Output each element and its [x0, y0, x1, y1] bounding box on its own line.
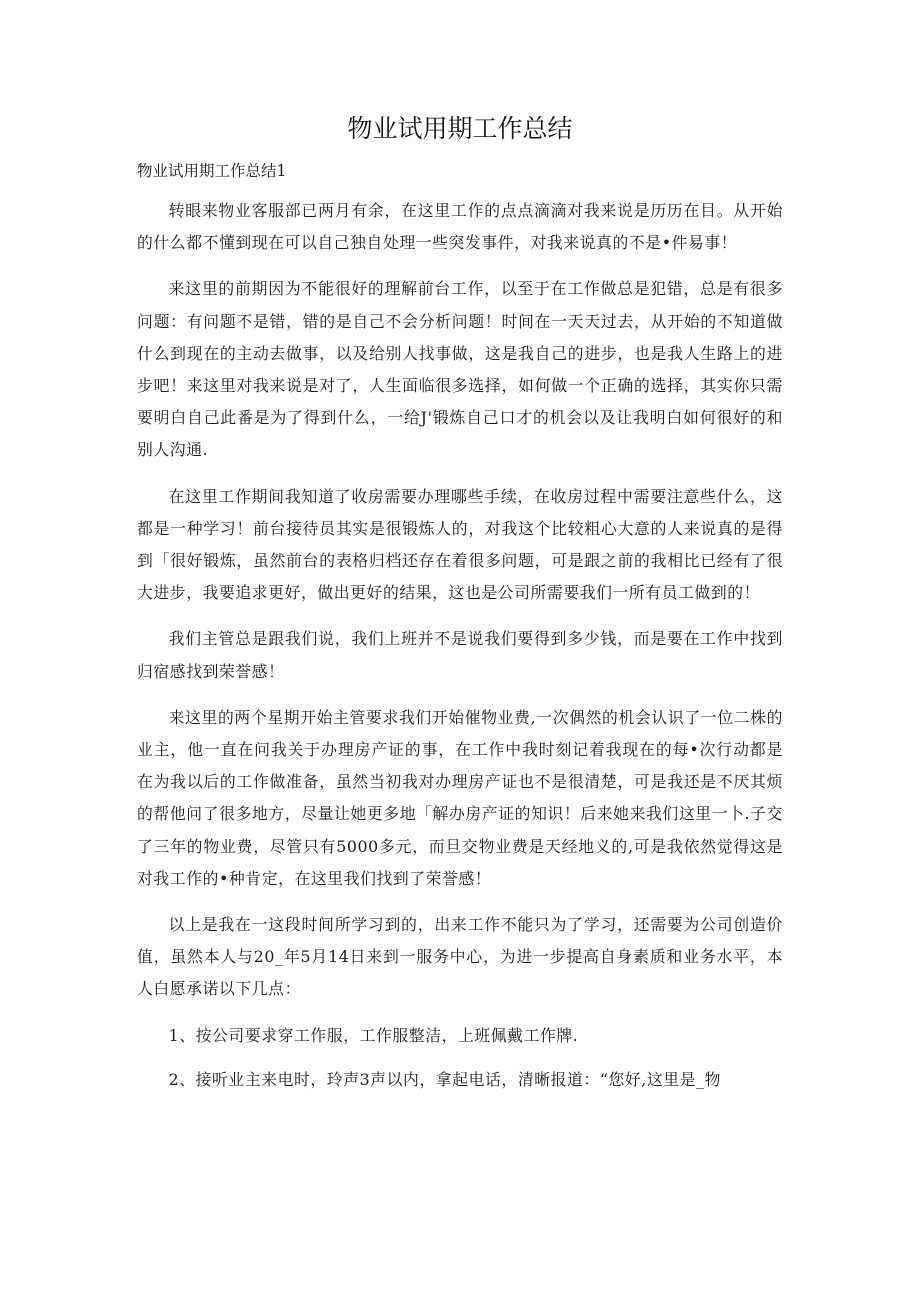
paragraph: 我们主管总是跟我们说，我们上班并不是说我们要得到多少钱，而是要在工作中找到归宿感找到荣誉感！ — [137, 629, 783, 681]
list-item: 2、接听业主来电时，玲声3声以内，拿起电话，清晰报道：“您好,这里是_物 — [168, 1069, 721, 1089]
paragraph: 来这里的前期因为不能很好的理解前台工作，以至于在工作做总是犯错，总是有很多问题：有问题不是错，错的是自己不会分析问题！时间在一天天过去，从开始的不知道做什么到现在的主动去做事，以及给别人找事做，这是我自己的进步，也是我人生路上的进步吧！来这里对我来说是对了，人生面临很多选择，如何做一个正确的选择，其实你只需要明白自己此番是为了得到什么，一给J'锻炼自己口才的机会以及让我明白如何很好的和别人沟通. — [137, 279, 783, 460]
document-title: 物业试用期工作总结 — [347, 114, 573, 143]
paragraph: 来这里的两个星期开始主管要求我们开始催物业费,一次偶然的机会认识了一位二株的业主，他一直在问我关于办理房产证的事，在工作中我时刻记着我现在的每•次行动都是在为我以后的工作做准备，虽然当初我对办理房产证也不是很清楚，可是我还是不厌其烦的帮他问了很多地方，尽量让她更多地「解办房产证的知识！后来她来我们这里一卜.子交了三年的物业费，尽管只有5000多元，而旦交物业费是天经地义的,可是我依然觉得这是对我工作的•种肯定，在这里我们找到了荣誉感！ — [137, 707, 783, 888]
paragraph: 在这里工作期间我知道了收房需要办理哪些手续，在收房过程中需要注意些什么，这都是一种学习！前台接待员其实是很锻炼人的，对我这个比较粗心大意的人来说真的是得到「很好锻炼，虽然前台的表格归档还存在着很多问题，可是跟之前的我相比已经有了很大进步，我要追求更好，做出更好的结果，这也是公司所需要我们一所有员工做到的！ — [137, 486, 783, 603]
paragraph: 转眼来物业客服部已两月有余，在这里工作的点点滴滴对我来说是历历在目。从开始的什么都不懂到现在可以自己独自处理一些突发事件，对我来说真的不是•件易事！ — [137, 201, 783, 253]
paragraph: 以上是我在一这段时间所学习到的，出来工作不能只为了学习，还需要为公司创造价值，虽然本人与20_年5月14日来到一服务中心，为进一步提高自身素质和业务水平，本人白愿承诺以下几点： — [137, 915, 783, 999]
document-body — [137, 195, 783, 1108]
list-item: 1、按公司要求穿工作服，工作服整洁，上班佩戴工作牌. — [168, 1025, 579, 1045]
document-subtitle: 物业试用期工作总结1 — [137, 162, 287, 180]
